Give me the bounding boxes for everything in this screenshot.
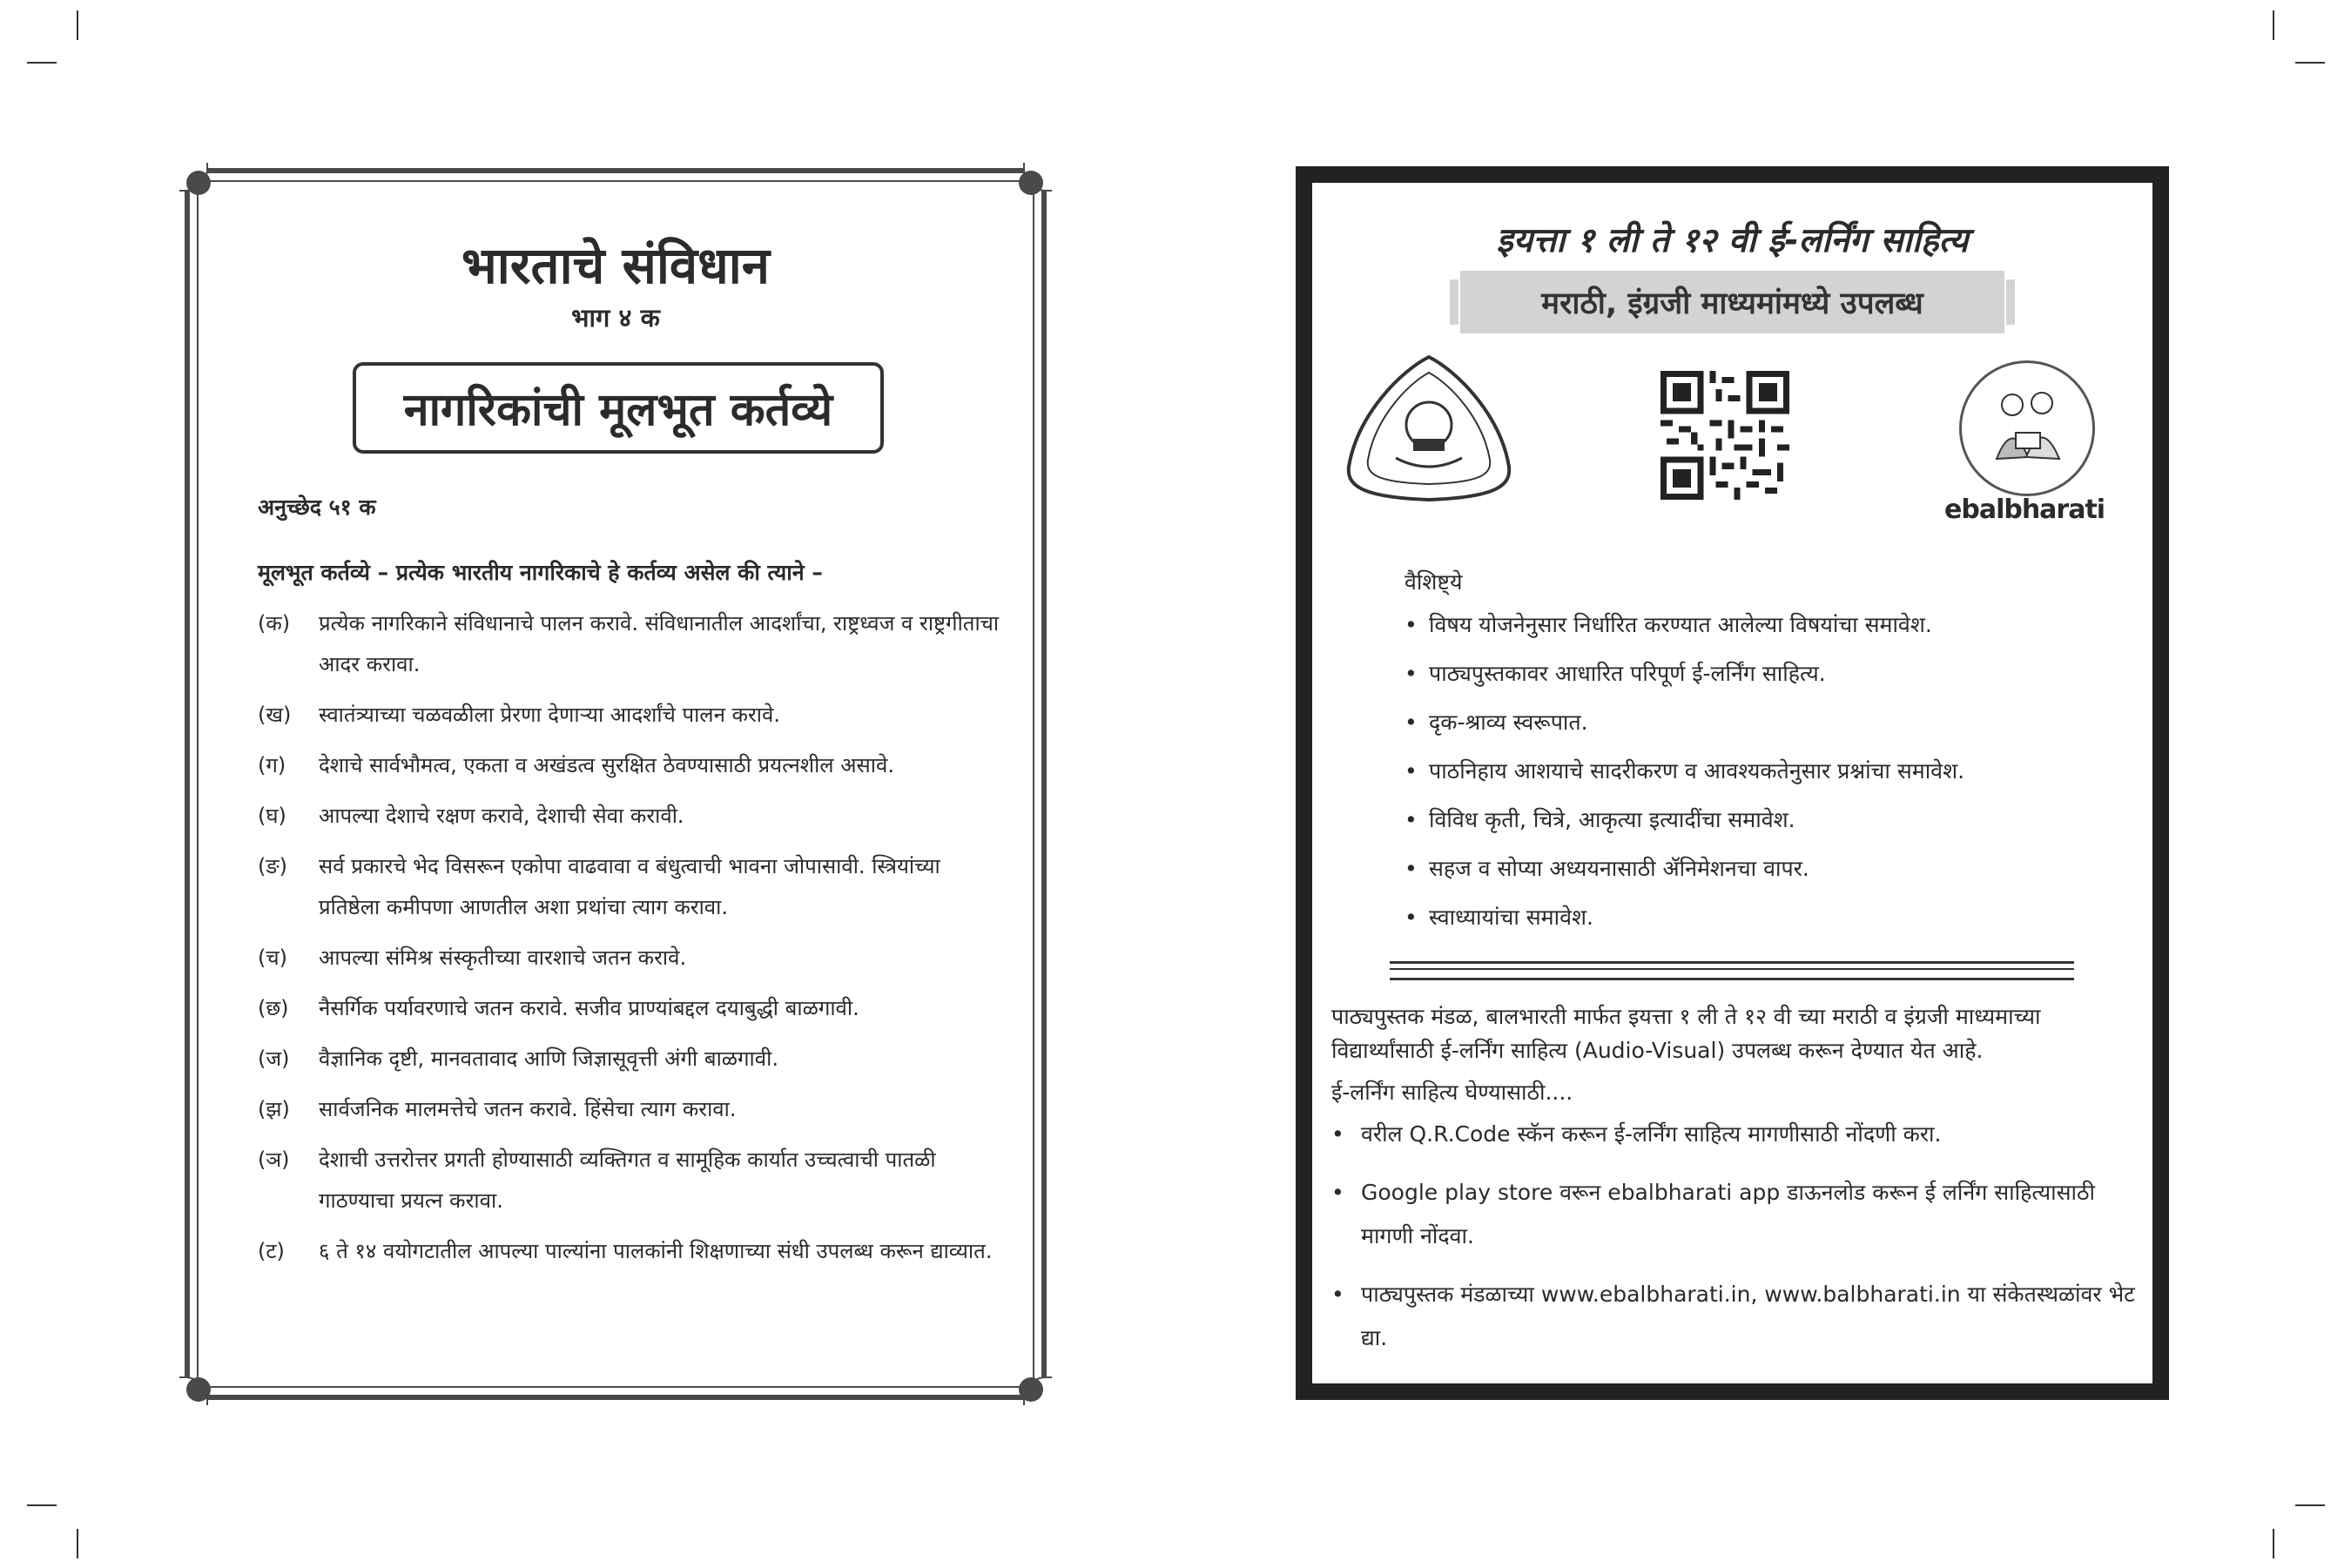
list-item: [258, 1089, 1007, 1130]
duty-text: सर्व प्रकारचे भेद विसरून एकोपा वाढवावा व बंधुत्वाची भावना जोपासावी. स्त्रियांच्या प्रतिष्ठेला कमीपणा आणतील अशा प्रथांचा त्याग करावा.: [319, 854, 940, 919]
duty-mark: (ट): [258, 1239, 285, 1263]
duty-mark: (घ): [258, 804, 286, 828]
corner-dot: [186, 1377, 211, 1402]
list-item: [258, 1039, 1007, 1080]
qr-code[interactable]: [1661, 371, 1789, 500]
list-item: [258, 603, 1007, 685]
duty-text: स्वातंत्र्याच्या चळवळीला प्रेरणा देणाऱ्या आदर्शांचे पालन करावे.: [319, 703, 780, 727]
duties-heading-box: नागरिकांची मूलभूत कर्तव्ये: [353, 362, 884, 454]
duty-text: प्रत्येक नागरिकाने संविधानाचे पालन करावे. संविधानातील आदर्शांचा, राष्ट्रध्वज व राष्ट्रगीताचा आदर करावा.: [319, 611, 1000, 676]
steps-list: [1331, 1113, 2137, 1375]
corner-dot: [1019, 1377, 1043, 1402]
how-to-get-label: ई-लर्निंग साहित्य घेण्यासाठी....: [1331, 1080, 1573, 1105]
list-item: [258, 938, 1007, 979]
duty-text: सार्वजनिक मालमत्तेचे जतन करावे. हिंसेचा त्याग करावा.: [319, 1097, 737, 1121]
duty-mark: (ख): [258, 703, 292, 727]
list-item: [258, 1231, 1007, 1272]
list-item: • वरील Q.R.Code स्कॅन करून ई-लर्निंग साहित्य मागणीसाठी नोंदणी करा.: [1331, 1113, 2137, 1156]
duty-text: ६ ते १४ वयोगटातील आपल्या पाल्यांना पालकांनी शिक्षणाच्या संधी उपलब्ध करून द्याव्यात.: [319, 1239, 993, 1263]
list-item: • विविध कृती, चित्रे, आकृत्या इत्यादींचा समावेश.: [1405, 796, 2101, 845]
list-item: [258, 988, 1007, 1029]
list-item: • विषय योजनेनुसार निर्धारित करण्यात आलेल्या विषयांचा समावेश.: [1405, 601, 2101, 649]
duty-mark: (ज): [258, 1046, 290, 1071]
duty-mark: (झ): [258, 1097, 290, 1121]
duty-text: देशाचे सार्वभौमत्व, एकता व अखंडत्व सुरक्षित ठेवण्यासाठी प्रयत्नशील असावे.: [319, 753, 894, 777]
crop-mark: [77, 1529, 78, 1558]
crop-mark: [2295, 1504, 2325, 1506]
crop-mark: [27, 62, 57, 64]
crop-mark: [2273, 10, 2274, 40]
article-number: अनुच्छेद ५१ क: [258, 495, 376, 520]
list-item: [258, 796, 1007, 837]
part-subtitle: भाग ४ क: [571, 303, 660, 333]
duty-mark: (ङ): [258, 854, 288, 878]
page-title: भारताचे संविधान: [461, 236, 770, 295]
elearning-panel: [1296, 166, 2169, 1400]
list-item: [258, 745, 1007, 786]
duty-mark: (क): [258, 611, 291, 636]
duty-text: नैसर्गिक पर्यावरणाचे जतन करावे. सजीव प्राण्यांबद्दल दयाबुद्धी बाळगावी.: [319, 996, 859, 1020]
duty-mark: (छ): [258, 996, 289, 1020]
features-heading: वैशिष्ट्ये: [1405, 569, 1463, 595]
list-item: [258, 846, 1007, 928]
list-item: [258, 1140, 1007, 1221]
list-item: • स्वाध्यायांचा समावेश.: [1405, 893, 2101, 942]
duty-text: आपल्या देशाचे रक्षण करावे, देशाची सेवा करावी.: [319, 804, 684, 828]
crop-mark: [27, 1504, 57, 1506]
list-item: • पाठनिहाय आशयाचे सादरीकरण व आवश्यकतेनुसार प्रश्नांचा समावेश.: [1405, 747, 2101, 796]
elearning-title: इयत्ता १ ली ते १२ वी ई-लर्निंग साहित्य: [1496, 221, 1969, 260]
list-item: • सहज व सोप्या अध्ययनासाठी ॲनिमेशनचा वापर.: [1405, 845, 2101, 893]
constitution-duties-panel: [185, 168, 1047, 1400]
corner-dot: [186, 171, 211, 195]
duties-lead-text: मूलभूत कर्तव्ये – प्रत्येक भारतीय नागरिकाचे हे कर्तव्य असेल की त्याने –: [258, 560, 823, 585]
ebalbharati-logo: [1959, 360, 2095, 496]
list-item: • पाठ्यपुस्तक मंडळाच्या www.ebalbharati.in, www.balbharati.in या संकेतस्थळांवर भेट द्या.: [1331, 1273, 2137, 1360]
duties-list: [258, 603, 1007, 1282]
list-item: • Google play store वरून ebalbharati app डाऊनलोड करून ई लर्निंग साहित्यासाठी मागणी नोंदवा.: [1331, 1171, 2137, 1258]
duty-mark: (ञ): [258, 1147, 290, 1172]
corner-dot: [1019, 171, 1043, 195]
list-item: [258, 695, 1007, 736]
medium-banner: मराठी, इंग्रजी माध्यमांमध्ये उपलब्ध: [1460, 271, 2004, 333]
elearning-description: पाठ्यपुस्तक मंडळ, बालभारती मार्फत इयत्ता १ ली ते १२ वी च्या मराठी व इंग्रजी माध्यमाच्या विद्यार्थ्यांसाठी ई-लर्निंग साहित्य (Audio-Visual) उपलब्ध करून देण्यात येत आहे.: [1331, 1004, 2041, 1063]
ebalbharati-name: ebalbharati: [1944, 495, 2105, 525]
duty-mark: (ग): [258, 753, 286, 777]
section-divider: [1390, 961, 2074, 980]
features-list: [1405, 601, 2101, 942]
crop-mark: [2273, 1529, 2274, 1558]
textbook-board-logo: [1344, 353, 1514, 504]
duty-mark: (च): [258, 946, 287, 970]
crop-mark: [77, 10, 78, 40]
duty-text: आपल्या संमिश्र संस्कृतीच्या वारशाचे जतन करावे.: [319, 946, 687, 970]
duty-text: वैज्ञानिक दृष्टी, मानवतावाद आणि जिज्ञासूवृत्ती अंगी बाळगावी.: [319, 1046, 778, 1071]
crop-mark: [2295, 62, 2325, 64]
duty-text: देशाची उत्तरोत्तर प्रगती होण्यासाठी व्यक्तिगत व सामूहिक कार्यात उच्चत्वाची पातळी गाठण्याचा प्रयत्न करावा.: [319, 1147, 936, 1213]
list-item: • पाठ्यपुस्तकावर आधारित परिपूर्ण ई-लर्निंग साहित्य.: [1405, 649, 2101, 698]
elearning-content: [1312, 183, 2152, 1383]
list-item: • दृक-श्राव्य स्वरूपात.: [1405, 698, 2101, 747]
